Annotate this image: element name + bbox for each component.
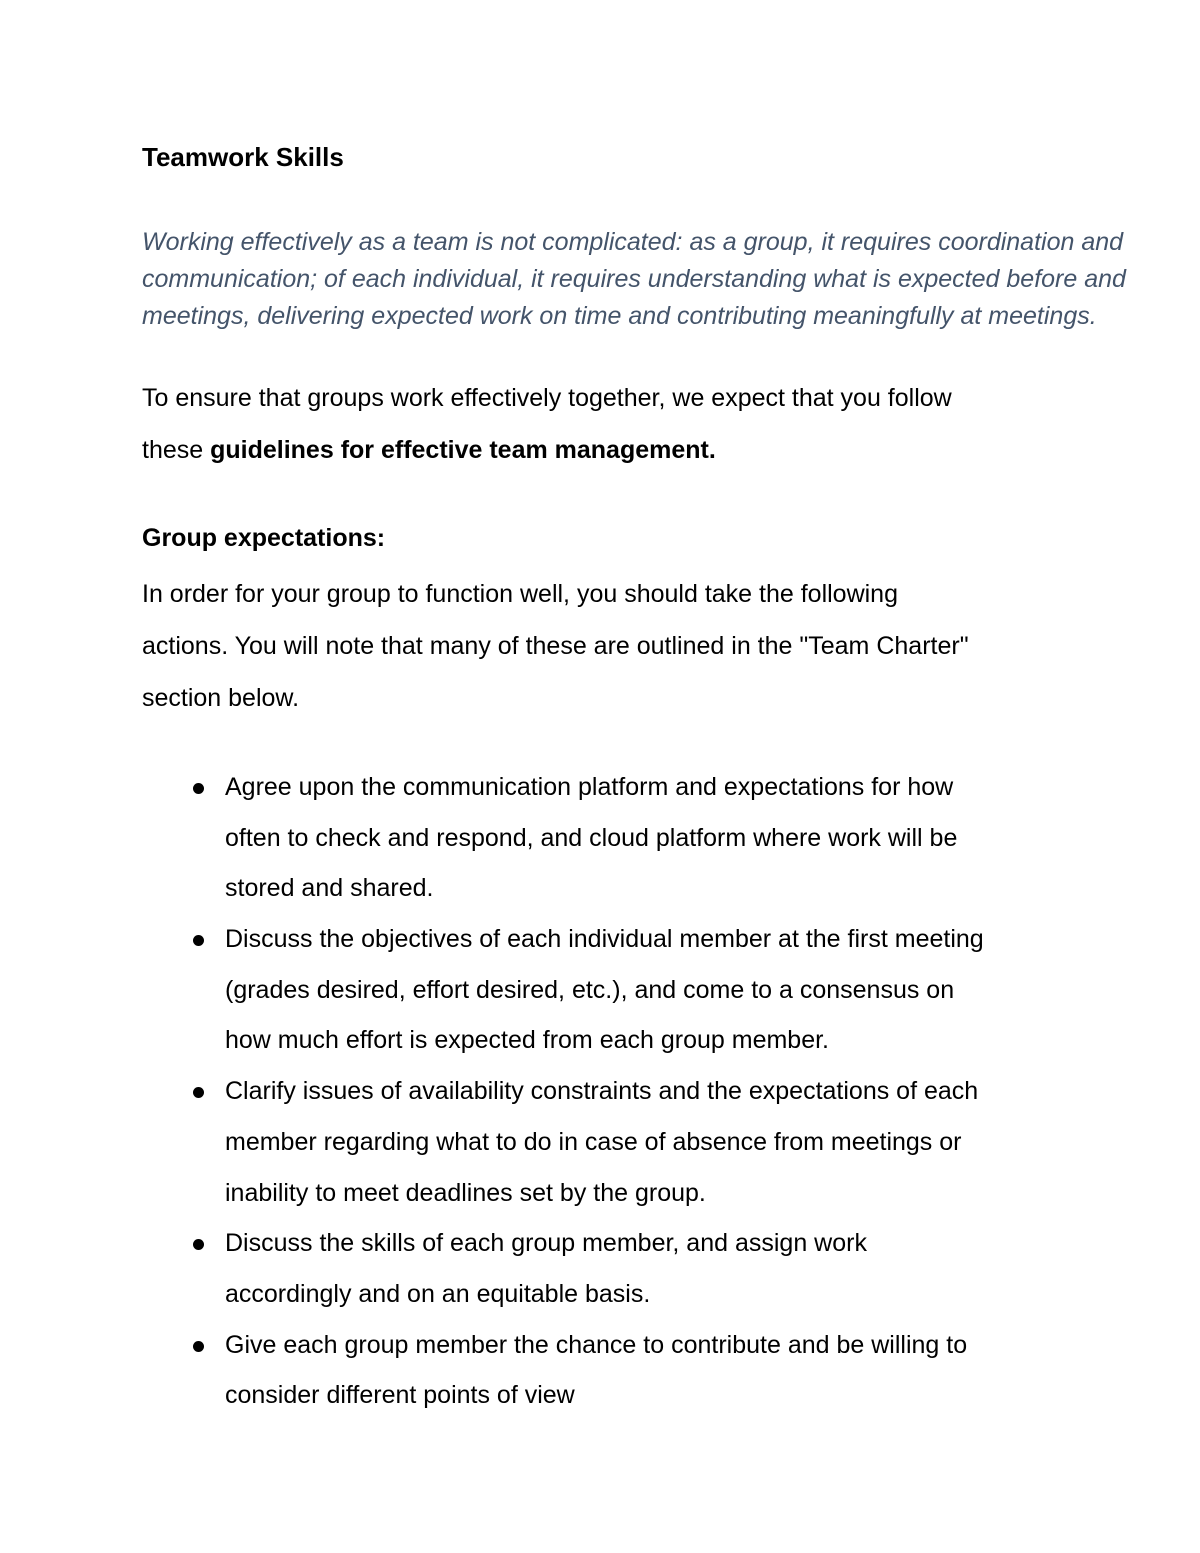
intro-line: Working effectively as a team is not complicated: as a group, it requires coordination and — [142, 228, 1124, 256]
paragraph-line: section below. — [142, 684, 300, 712]
expectations-list — [142, 762, 984, 1421]
group-expectations-heading: Group expectations: — [142, 524, 386, 552]
intro-line: meetings, delivering expected work on time and contributing meaningfully at meetings. — [142, 302, 1097, 330]
list-item — [142, 1218, 984, 1319]
list-item-line: Clarify issues of availability constraints and the expectations of each — [225, 1077, 979, 1106]
list-item-line: inability to meet deadlines set by the group. — [225, 1178, 706, 1207]
guidelines-emphasis: guidelines for effective team management. — [210, 436, 716, 464]
list-item — [142, 1320, 984, 1421]
list-item-line: Discuss the skills of each group member, and assign work — [225, 1229, 867, 1258]
intro-line: communication; of each individual, it requires understanding what is expected before and — [142, 265, 1126, 293]
paragraph-line — [142, 424, 952, 476]
list-item-line: stored and shared. — [225, 874, 434, 903]
list-item — [142, 1066, 984, 1218]
list-item-line: (grades desired, effort desired, etc.), and come to a consensus on — [225, 975, 955, 1004]
actions-paragraph — [142, 568, 969, 724]
paragraph-line: To ensure that groups work effectively together, we expect that you follow — [142, 384, 952, 412]
paragraph-text: these — [142, 436, 211, 464]
paragraph-line: In order for your group to function well, you should take the following — [142, 580, 898, 608]
list-item-line: how much effort is expected from each group member. — [225, 1026, 830, 1055]
list-item — [142, 762, 984, 914]
list-item-line: Agree upon the communication platform and expectations for how — [225, 773, 954, 801]
list-item-line: Discuss the objectives of each individual member at the first meeting — [225, 925, 984, 954]
guidelines-paragraph — [142, 372, 952, 476]
intro-paragraph — [142, 224, 1126, 335]
paragraph-line: actions. You will note that many of these are outlined in the "Team Charter" — [142, 632, 969, 660]
list-item-line: Give each group member the chance to contribute and be willing to — [225, 1330, 968, 1359]
list-item-line: accordingly and on an equitable basis. — [225, 1279, 651, 1308]
document-title: Teamwork Skills — [142, 142, 344, 172]
list-item — [142, 914, 984, 1066]
list-item-line: member regarding what to do in case of absence from meetings or — [225, 1127, 962, 1156]
list-item-line: often to check and respond, and cloud platform where work will be — [225, 823, 958, 852]
bullet-icon — [193, 1341, 204, 1352]
bullet-icon — [193, 935, 204, 946]
bullet-icon — [193, 1087, 204, 1098]
bullet-icon — [193, 1239, 204, 1250]
list-item-line: consider different points of view — [225, 1381, 575, 1410]
bullet-icon — [193, 783, 204, 794]
